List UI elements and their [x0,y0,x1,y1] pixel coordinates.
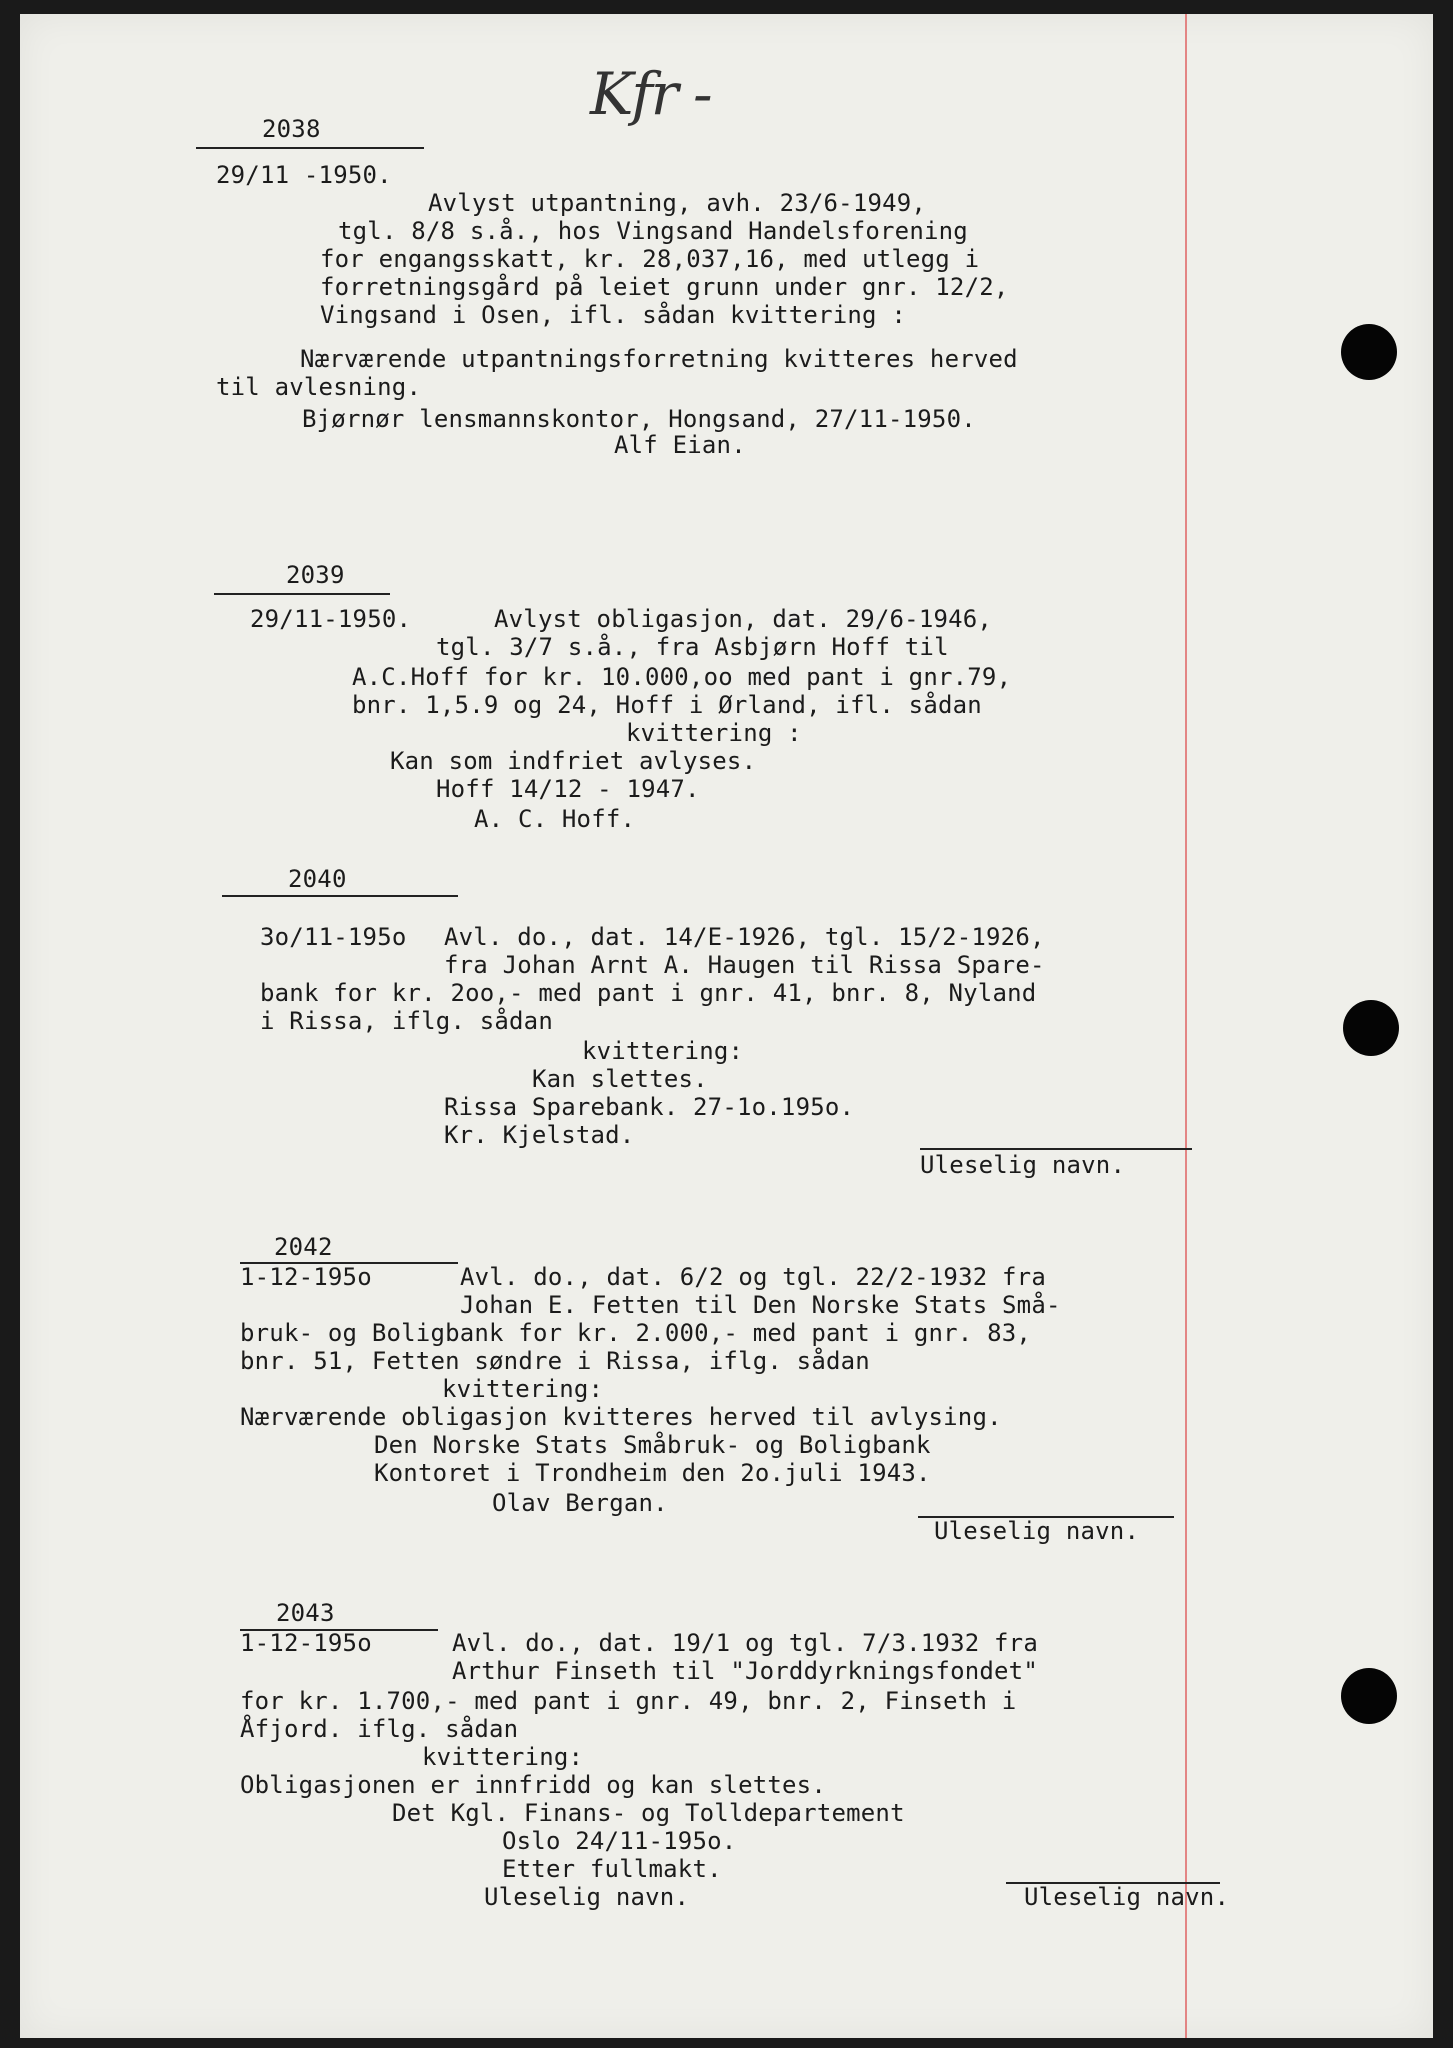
entry-line: Kan slettes. [532,1065,708,1093]
entry-line: Oslo 24/11-195o. [502,1827,737,1855]
entry-line: Bjørnør lensmannskontor, Hongsand, 27/11-1950. [302,405,976,433]
punch-hole-top [1341,324,1397,380]
entry-line: Arthur Finseth til "Jorddyrkningsfondet" [452,1657,1038,1685]
entry-number: 2042 [274,1233,333,1261]
entry-date: 1-12-195o [240,1263,372,1291]
entry-line: for kr. 1.700,- med pant i gnr. 49, bnr. 2, Finseth i [240,1687,1017,1715]
entry-line: A.C.Hoff for kr. 10.000,oo med pant i gnr.79, [352,663,1012,691]
number-underline [222,895,458,897]
entry-line: Vingsand i Osen, ifl. sådan kvittering : [320,301,906,329]
entry-date: 29/11 -1950. [216,161,392,189]
entry-line: i Rissa, iflg. sådan [260,1007,553,1035]
signature-text: Uleselig navn. [934,1517,1140,1545]
entry-line: Det Kgl. Finans- og Tolldepartement [392,1799,905,1827]
entry-number: 2043 [276,1599,335,1627]
entry-line: kvittering: [582,1037,744,1065]
entry-line: Johan E. Fetten til Den Norske Stats Små- [460,1291,1061,1319]
entry-line: kvittering: [442,1375,604,1403]
entry-line: Avl. do., dat. 6/2 og tgl. 22/2-1932 fra [460,1263,1046,1291]
entry-line: Etter fullmakt. [502,1855,722,1883]
entry-line: tgl. 8/8 s.å., hos Vingsand Handelsforening [338,217,968,245]
entry-line: bank for kr. 2oo,- med pant i gnr. 41, bnr. 8, Nyland [260,979,1037,1007]
number-underline [214,593,390,595]
entry-line: bnr. 1,5.9 og 24, Hoff i Ørland, ifl. sådan [352,691,982,719]
entry-line: Obligasjonen er innfridd og kan slettes. [240,1771,826,1799]
signature-line [920,1148,1192,1150]
entry-date: 1-12-195o [240,1629,372,1657]
entry-line: for engangsskatt, kr. 28,037,16, med utlegg i [320,245,980,273]
entry-line: A. C. Hoff. [474,805,636,833]
entry-line: kvittering : [626,719,802,747]
entry-line: Kontoret i Trondheim den 2o.juli 1943. [374,1459,931,1487]
entry-line: Uleselig navn. [484,1883,690,1911]
entry-line: Avlyst obligasjon, dat. 29/6-1946, [494,605,993,633]
entry-line: Åfjord. iflg. sådan [240,1715,519,1743]
signature-text: Uleselig navn. [920,1151,1126,1179]
number-underline [196,147,424,149]
entry-date: 29/11-1950. [250,605,412,633]
red-margin-line [1185,14,1187,2038]
entry-line: Alf Eian. [614,431,746,459]
entry-line: Olav Bergan. [492,1489,668,1517]
entry-line: Hoff 14/12 - 1947. [436,775,700,803]
entry-number: 2039 [286,561,345,589]
entry-line: Avl. do., dat. 14/E-1926, tgl. 15/2-1926, [444,923,1045,951]
entry-line: forretningsgård på leiet grunn under gnr. 12/2, [320,273,1009,301]
entry-line: Avlyst utpantning, avh. 23/6-1949, [428,189,927,217]
signature-text: Uleselig navn. [1024,1883,1230,1911]
entry-number: 2040 [288,865,347,893]
entry-number: 2038 [262,115,321,143]
entry-line: bnr. 51, Fetten søndre i Rissa, iflg. sådan [240,1347,870,1375]
entry-line: til avlesning. [216,373,422,401]
entry-line: Den Norske Stats Småbruk- og Boligbank [374,1431,931,1459]
entry-line: Nærværende obligasjon kvitteres herved til avlysing. [240,1403,1002,1431]
punch-hole-middle [1343,1000,1399,1056]
entry-line: fra Johan Arnt A. Haugen til Rissa Spare- [444,951,1045,979]
entry-line: Nærværende utpantningsforretning kvitteres herved [300,345,1018,373]
entry-line: tgl. 3/7 s.å., fra Asbjørn Hoff til [436,633,949,661]
entry-line: Avl. do., dat. 19/1 og tgl. 7/3.1932 fra [452,1629,1038,1657]
punch-hole-bottom [1341,1668,1397,1724]
handwritten-initials: Kfr - [590,60,711,128]
entry-line: Kr. Kjelstad. [444,1121,635,1149]
entry-date: 3o/11-195o [260,923,407,951]
entry-line: Kan som indfriet avlyses. [390,747,757,775]
entry-line: kvittering: [422,1743,584,1771]
entry-line: Rissa Sparebank. 27-1o.195o. [444,1093,855,1121]
entry-line: bruk- og Boligbank for kr. 2.000,- med pant i gnr. 83, [240,1319,1032,1347]
